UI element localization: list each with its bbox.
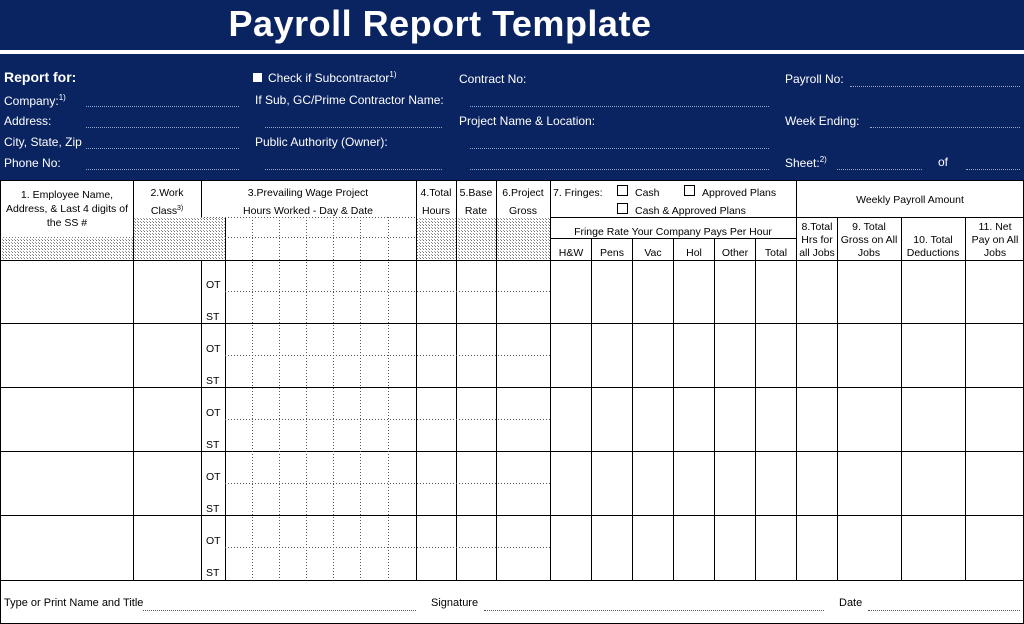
print-name-field[interactable] (143, 610, 416, 611)
net-pay-header-1: 11. Net (978, 221, 1012, 233)
work-class-header-1: 2.Work (150, 187, 184, 199)
net-pay-header-3: Jobs (983, 247, 1007, 259)
employee-col-header-3: the SS # (46, 217, 88, 229)
fringe-col-other: Other (721, 247, 749, 259)
work-class-shaded-cell (134, 217, 225, 260)
total-gross-header-3: Jobs (857, 247, 881, 259)
row-3-st-label: ST (206, 439, 220, 451)
date-field[interactable] (868, 610, 1020, 611)
fringe-col-total: Total (764, 247, 788, 259)
contract-no-field[interactable] (470, 106, 769, 107)
week-ending-label: Week Ending: (785, 114, 860, 128)
print-name-label: Type or Print Name and Title (4, 597, 144, 609)
fringe-col-pens: Pens (600, 247, 624, 259)
week-ending-field[interactable] (870, 127, 1020, 128)
base-rate-header-1: 5.Base (459, 187, 493, 199)
report-for-label: Report for: (4, 69, 77, 85)
employee-shaded-cell (0, 237, 134, 260)
fringe-rate-header: Fringe Rate Your Company Pays Per Hour (574, 226, 772, 238)
approved-plans-checkbox[interactable] (685, 186, 695, 196)
approved-plans-label: Approved Plans (702, 187, 777, 199)
row-4-ot-label: OT (206, 471, 221, 483)
employee-col-header-1: 1. Employee Name, (20, 189, 114, 201)
total-gross-header-2: Gross on All (840, 234, 898, 246)
fringe-col-hol: Hol (686, 247, 702, 259)
company-label: Company:$^{1)}$ (4, 93, 66, 108)
date-label: Date (839, 597, 863, 609)
row-1-st-label: ST (206, 311, 220, 323)
page-title: Payroll Report Template (228, 3, 652, 44)
company-field[interactable] (86, 106, 239, 107)
of-label: of (938, 155, 949, 169)
employee-col-header-2: Address, & Last 4 digits of (6, 203, 128, 215)
project-location-label: Project Name & Location: (459, 114, 596, 128)
total-hours-header-2: Hours (421, 205, 451, 217)
row-1-ot-label: OT (206, 279, 221, 291)
weekly-payroll-header: Weekly Payroll Amount (856, 194, 964, 206)
work-class-header-sup: 3) (177, 205, 184, 212)
work-class-header-2: Class (150, 205, 178, 217)
cash-approved-checkbox[interactable] (618, 204, 628, 214)
prevailing-header-2: Hours Worked - Day & Date (243, 205, 373, 217)
fringe-col-vac: Vac (644, 247, 662, 259)
subcontractor-checkbox[interactable]: Check if Subcontractor$^{1)}$ (253, 70, 397, 85)
public-authority-label: Public Authority (Owner): (255, 135, 388, 149)
report-info-panel (0, 54, 1024, 180)
sheet-label: Sheet:$^{2)}$ (785, 155, 827, 170)
row-2-st-label: ST (206, 375, 220, 387)
total-hours-header-1: 4.Total (420, 187, 452, 199)
base-rate-shaded-cell (457, 217, 496, 260)
row-5-st-label: ST (206, 567, 220, 579)
row-2-ot-label: OT (206, 343, 221, 355)
fringe-col-hw: H&W (558, 247, 584, 259)
sheet-of-field[interactable] (966, 169, 1020, 170)
project-gross-header-1: 6.Project (502, 187, 544, 199)
signature-label: Signature (431, 597, 479, 609)
phone-field[interactable] (86, 169, 239, 170)
total-gross-header-1: 9. Total (852, 221, 886, 233)
city-field[interactable] (86, 148, 239, 149)
project-gross-shaded-cell (497, 217, 550, 260)
public-authority-field[interactable] (265, 169, 442, 170)
sheet-field[interactable] (837, 169, 922, 170)
net-pay-header-2: Pay on All (971, 234, 1019, 246)
base-rate-header-2: Rate (464, 205, 488, 217)
row-5-ot-label: OT (206, 535, 221, 547)
city-label: City, State, Zip (4, 135, 82, 149)
address-label: Address: (4, 114, 52, 128)
total-hours-shaded-cell (417, 217, 456, 260)
signature-field[interactable] (484, 610, 824, 611)
signature-footer (0, 580, 1024, 624)
cash-approved-label: Cash & Approved Plans (635, 205, 746, 217)
checkbox-icon[interactable] (253, 73, 262, 82)
gc-prime-label: If Sub, GC/Prime Contractor Name: (255, 93, 444, 107)
project-gross-header-2: Gross (508, 205, 538, 217)
phone-label: Phone No: (4, 156, 61, 170)
gc-prime-field[interactable] (265, 127, 442, 128)
total-hrs-header-2: Hrs for (801, 234, 833, 246)
fringes-label: 7. Fringes: (553, 187, 603, 199)
total-hrs-header-1: 8.Total (801, 221, 833, 233)
payroll-no-label: Payroll No: (785, 72, 844, 86)
row-4-st-label: ST (206, 503, 220, 515)
payroll-table (0, 180, 1024, 624)
title-bar (0, 0, 1024, 50)
cash-checkbox[interactable] (618, 186, 628, 196)
prevailing-header-1: 3.Prevailing Wage Project (247, 187, 369, 199)
row-3-ot-label: OT (206, 407, 221, 419)
contract-no-label: Contract No: (459, 72, 527, 86)
project-location-field[interactable] (470, 148, 769, 149)
total-deductions-header-1: 10. Total (913, 234, 953, 246)
total-deductions-header-2: Deductions (906, 247, 960, 259)
address-field[interactable] (86, 127, 239, 128)
cash-label: Cash (635, 187, 660, 199)
payroll-no-field[interactable] (850, 86, 1020, 87)
total-hrs-header-3: all Jobs (799, 247, 835, 259)
project-location-field-2[interactable] (470, 169, 769, 170)
